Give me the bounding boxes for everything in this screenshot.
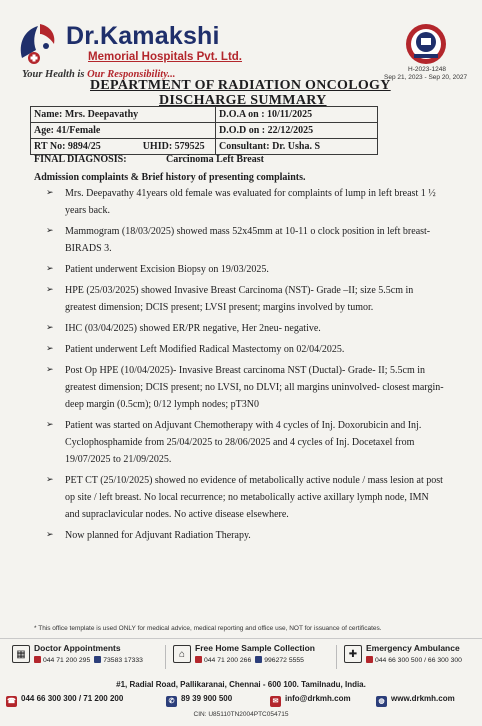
diagnosis-label: FINAL DIAGNOSIS: bbox=[34, 154, 127, 165]
appointments-title: Doctor Appointments bbox=[34, 643, 121, 653]
list-item-text: Patient was started on Adjuvant Chemotherapy with 4 cycles of Inj. Doxorubicin and Inj. Cyclophosphamide from 25/04/2025 to 28/06/2025 and 4 cycles of Inj. Docetaxel from 19/07/2025 to 21/09/2025. bbox=[65, 420, 422, 465]
ambulance-icon: ✚ bbox=[344, 645, 362, 663]
home-icon: ⌂ bbox=[173, 645, 191, 663]
brand-subtitle: Memorial Hospitals Pvt. Ltd. bbox=[88, 51, 242, 63]
list-item bbox=[46, 282, 444, 316]
list-item bbox=[46, 320, 444, 337]
diagnosis-value: Carcinoma Left Breast bbox=[166, 154, 264, 165]
list-item-text: Post Op HPE (10/04/2025)- Invasive Breast carcinoma NST (Ductal)- Grade- II; 5.5cm in greatest dimension; DCIS present; no LVSI, no DLVI; all margins uninvolved- closest margin- deep margin (0.5cm); 0/12 lymph nodes; pT3N0 bbox=[65, 365, 444, 410]
history-list bbox=[46, 185, 444, 548]
list-item-text: IHC (03/04/2025) showed ER/PR negative, Her 2neu- negative. bbox=[65, 323, 321, 334]
company-cin: CIN: U85110TN2004PTC054715 bbox=[193, 711, 289, 718]
emergency-numbers bbox=[366, 656, 462, 664]
list-item bbox=[46, 362, 444, 413]
patient-info-table bbox=[30, 106, 378, 155]
emergency-phone[interactable]: 044 66 300 500 / 66 300 300 bbox=[375, 657, 462, 664]
main-phone bbox=[6, 694, 123, 707]
patient-age: Age: 41/Female bbox=[31, 123, 216, 139]
consultant: Consultant: Dr. Usha. S bbox=[216, 139, 378, 155]
arrow-bullet-icon: ➢ bbox=[46, 285, 54, 295]
home-title: Free Home Sample Collection bbox=[195, 643, 315, 653]
list-item bbox=[46, 341, 444, 358]
admission-heading: Admission complaints & Brief history of presenting complaints. bbox=[34, 172, 306, 183]
footer-divider bbox=[336, 645, 337, 669]
phone-icon bbox=[34, 656, 41, 663]
footer-divider bbox=[165, 645, 166, 669]
appointments-mobile[interactable]: 73583 17333 bbox=[103, 657, 143, 664]
patient-name: Name: Mrs. Deepavathy bbox=[31, 107, 216, 123]
rt-number: RT No: 9894/25 bbox=[34, 141, 101, 152]
list-item bbox=[46, 223, 444, 257]
appointments-numbers bbox=[34, 656, 143, 664]
final-diagnosis bbox=[34, 154, 264, 165]
arrow-bullet-icon: ➢ bbox=[46, 226, 54, 236]
calendar-icon: ▦ bbox=[12, 645, 30, 663]
arrow-bullet-icon: ➢ bbox=[46, 530, 54, 540]
appointments-phone[interactable]: 044 71 200 295 bbox=[43, 657, 91, 664]
list-item-text: HPE (25/03/2025) showed Invasive Breast Carcinoma (NST)- Grade –II; size 5.5cm in greatest dimension; DCIS present; LVSI present; margins involved by tumor. bbox=[65, 285, 414, 313]
list-item bbox=[46, 472, 444, 523]
footer-contacts bbox=[0, 638, 482, 674]
email-contact bbox=[270, 694, 351, 707]
whatsapp-icon: ✆ bbox=[166, 696, 177, 707]
list-item-text: Mammogram (18/03/2025) showed mass 52x45mm at 10-11 o clock position in left breast- BIRADS 3. bbox=[65, 226, 431, 254]
tagline-accent: Our Responsibility... bbox=[87, 69, 176, 80]
phone-icon bbox=[195, 656, 202, 663]
arrow-bullet-icon: ➢ bbox=[46, 188, 54, 198]
hospital-address: #1, Radial Road, Pallikaranai, Chennai - 600 100. Tamilnadu, India. bbox=[116, 680, 366, 689]
main-mobile-number[interactable]: 89 39 900 500 bbox=[181, 694, 233, 703]
tagline-start: Your Health is bbox=[22, 69, 88, 80]
list-item-text: PET CT (25/10/2025) showed no evidence of metabolically active nodule / mass lesion at post op site / left breast. No local recurrence; no metabolically active axillary lymph node, IMN and supraclavicular nodes. No active disease elsewhere. bbox=[65, 475, 443, 520]
home-phone[interactable]: 044 71 200 266 bbox=[204, 657, 252, 664]
accreditation-code: H-2023-1248 bbox=[408, 66, 446, 73]
discharge-date: D.O.D on : 22/12/2025 bbox=[216, 123, 378, 139]
email-icon: ✉ bbox=[270, 696, 281, 707]
table-row bbox=[31, 107, 378, 123]
document-title: DISCHARGE SUMMARY bbox=[159, 93, 327, 108]
globe-icon: ◍ bbox=[376, 696, 387, 707]
main-phone-number[interactable]: 044 66 300 300 / 71 200 200 bbox=[21, 694, 124, 703]
list-item bbox=[46, 185, 444, 219]
phone-icon bbox=[366, 656, 373, 663]
table-row bbox=[31, 123, 378, 139]
emergency-title: Emergency Ambulance bbox=[366, 643, 460, 653]
table-row bbox=[31, 139, 378, 155]
list-item bbox=[46, 417, 444, 468]
website-link[interactable]: www.drkmh.com bbox=[391, 694, 455, 703]
phone-icon: ☎ bbox=[7, 698, 16, 705]
accreditation-seal-icon bbox=[404, 22, 448, 66]
list-item-text: Mrs. Deepavathy 41years old female was evaluated for complaints of lump in left breast 1 ½ years back. bbox=[65, 188, 436, 216]
arrow-bullet-icon: ➢ bbox=[46, 264, 54, 274]
email-address[interactable]: info@drkmh.com bbox=[285, 694, 351, 703]
hospital-logo-icon bbox=[16, 20, 62, 66]
website-contact bbox=[376, 694, 455, 707]
home-mobile[interactable]: 996272 5555 bbox=[264, 657, 304, 664]
department-title: DEPARTMENT OF RADIATION ONCOLOGY bbox=[90, 78, 391, 93]
main-mobile bbox=[166, 694, 232, 707]
list-item bbox=[46, 261, 444, 278]
arrow-bullet-icon: ➢ bbox=[46, 475, 54, 485]
list-item-text: Patient underwent Left Modified Radical Mastectomy on 02/04/2025. bbox=[65, 344, 345, 355]
mobile-icon bbox=[94, 656, 101, 663]
arrow-bullet-icon: ➢ bbox=[46, 323, 54, 333]
arrow-bullet-icon: ➢ bbox=[46, 344, 54, 354]
admission-date: D.O.A on : 10/11/2025 bbox=[216, 107, 378, 123]
home-numbers bbox=[195, 656, 304, 664]
arrow-bullet-icon: ➢ bbox=[46, 365, 54, 375]
arrow-bullet-icon: ➢ bbox=[46, 420, 54, 430]
disclaimer: * This office template is used ONLY for medical advice, medical reporting and office use, NOT for issuance of certificates. bbox=[34, 625, 382, 632]
uhid: UHID: 579525 bbox=[142, 141, 205, 152]
brand-name: Dr.Kamakshi bbox=[66, 22, 220, 50]
accreditation-validity: Sep 21, 2023 - Sep 20, 2027 bbox=[384, 74, 468, 81]
mobile-icon bbox=[255, 656, 262, 663]
list-item bbox=[46, 527, 444, 544]
rt-uhid-cell bbox=[31, 139, 216, 155]
list-item-text: Patient underwent Excision Biopsy on 19/03/2025. bbox=[65, 264, 269, 275]
list-item-text: Now planned for Adjuvant Radiation Therapy. bbox=[65, 530, 251, 541]
